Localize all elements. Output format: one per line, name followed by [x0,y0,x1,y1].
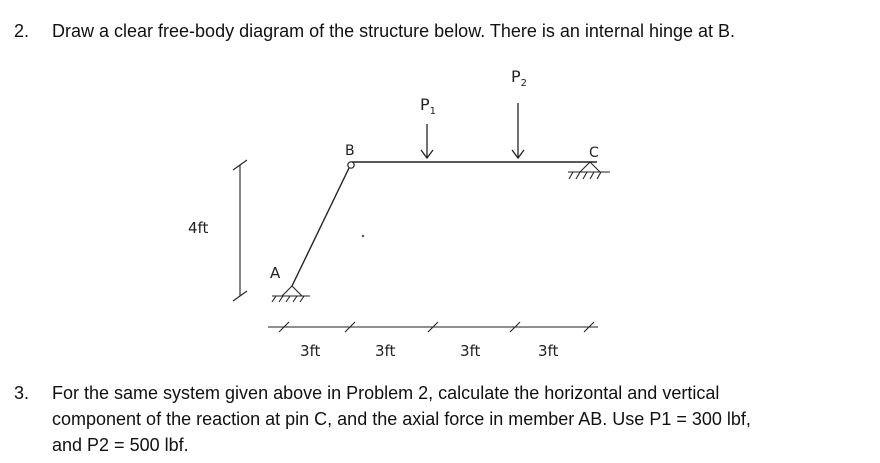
problem-3-line-3: and P2 = 500 lbf. [52,435,189,455]
label-span-4: 3ft [538,342,559,360]
load-p2-arrow [512,103,524,158]
label-span-2: 3ft [375,342,396,360]
label-a: A [270,264,281,282]
problem-3-number: 3. [14,383,30,403]
pin-support-a [272,286,310,302]
problem-3-line-1: For the same system given above in Problem 2, calculate the horizontal and vertical [52,383,720,403]
span-dimension-line [268,322,598,332]
label-p2: $P_2$ [511,67,528,89]
label-span-3: 3ft [460,342,481,360]
label-height: 4ft [188,219,209,237]
hinge-b [348,162,354,168]
problem-2-number: 2. [14,21,30,41]
problem-2 [14,18,874,44]
label-p1: $P_1$ [420,95,437,117]
label-span-1: 3ft [300,342,321,360]
label-b: B [345,143,355,159]
pin-support-c [568,162,610,179]
problem-3-line-2: component of the reaction at pin C, and the axial force in member AB. Use P1 = 300 lbf, [52,409,751,429]
stray-mark [362,235,364,237]
problem-3 [14,380,874,458]
load-p1-arrow [421,124,433,158]
member-ab [292,168,349,286]
height-dimension-line [233,160,247,301]
problem-2-text: Draw a clear free-body diagram of the structure below. There is an internal hinge at B. [52,21,736,41]
label-c: C [589,145,599,161]
